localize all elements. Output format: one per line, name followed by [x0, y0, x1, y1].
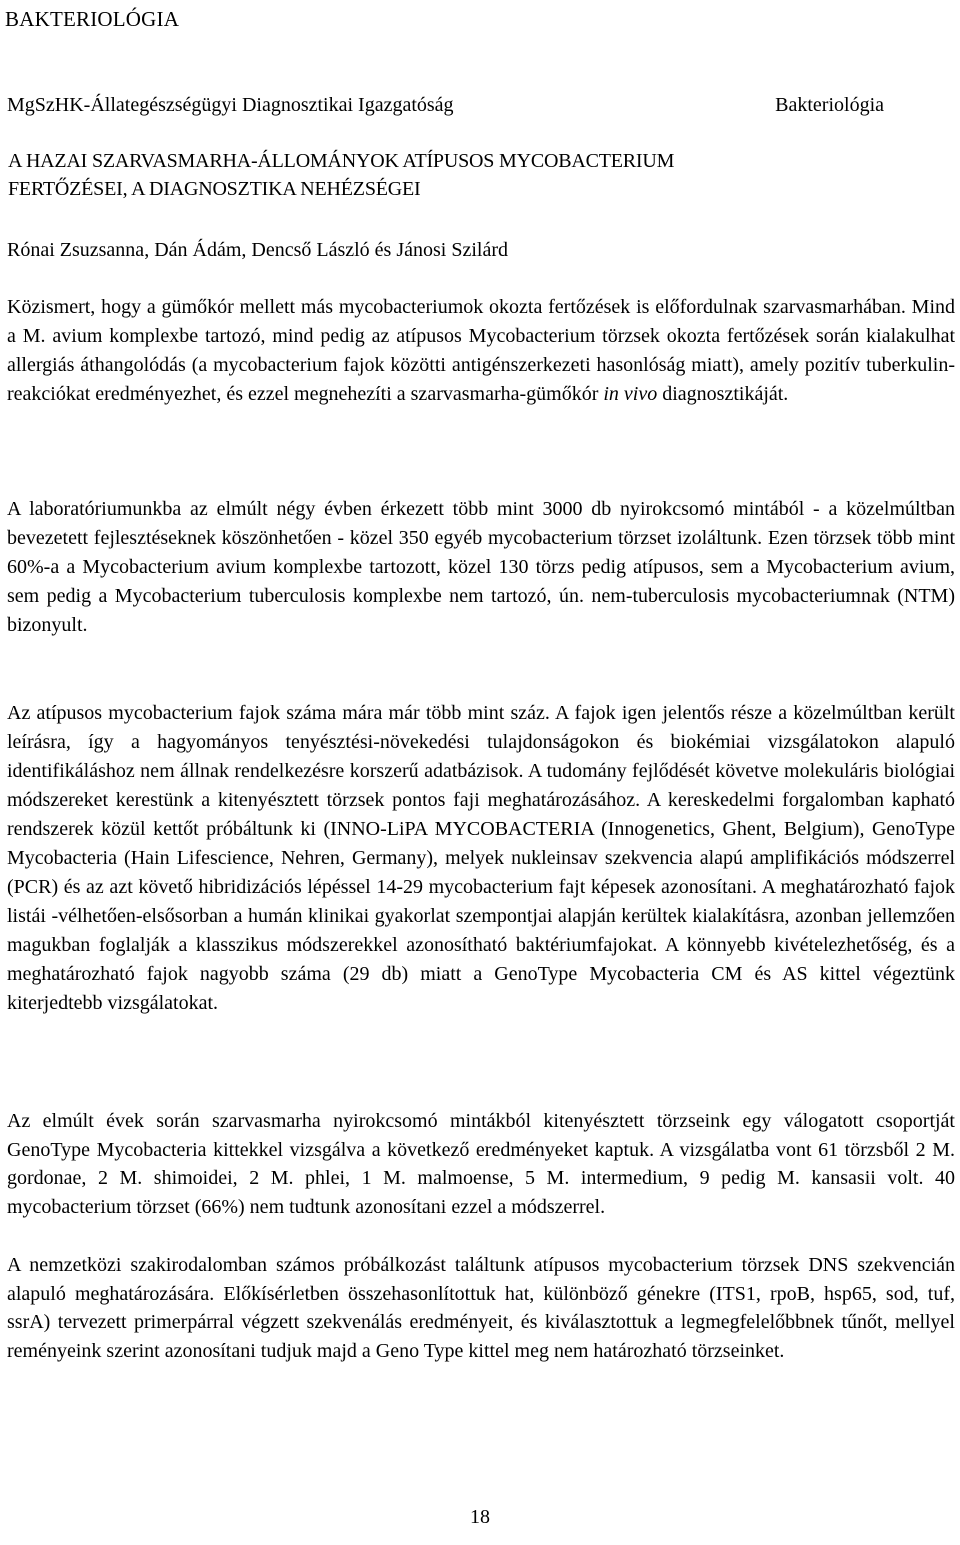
page-number: 18: [470, 1506, 490, 1528]
paragraph-intro-text: Közismert, hogy a gümőkór mellett más mycobacteriumok okozta fertőzések is előfordulnak szarvasmarhában. Mind a M. avium komplexbe tartozó, mind pedig az atípusos Mycobacterium törzsek okozta fertőzések során kialakulhat allergiás áthangolódás (a mycobacterium fajok közötti antigénszerkezeti hasonlóság miatt), amely pozitív tuberkulin-reakciókat eredményezhet, és ezzel megnehezíti a szarvasmarha-gümőkór: [7, 296, 955, 405]
title-line-1: A HAZAI SZARVASMARHA-ÁLLOMÁNYOK ATÍPUSOS MYCOBACTERIUM: [8, 150, 675, 172]
section-heading: BAKTERIOLÓGIA: [5, 7, 180, 31]
running-header: [7, 91, 884, 119]
paragraph-isolation: A laboratóriumunkba az elmúlt négy évben érkezett több mint 3000 db nyirokcsomó mintából - a közelmúltban bevezetett fejlesztéseknek köszönhetően - közel 350 egyéb mycobacterium törzset izoláltunk. Ezen törzsek több mint 60%-a a Mycobacterium avium komplexbe tartozott, közel 130 törzs pedig atípusos, sem a Mycobacterium avium, sem pedig a Mycobacterium tuberculosis komplexbe nem tartozó, ún. nem-tuberculosis mycobacteriumnak (NTM) bizonyult.: [7, 498, 955, 636]
author-list: Rónai Zsuzsanna, Dán Ádám, Dencső László és Jánosi Szilárd: [7, 239, 508, 261]
article-title: [8, 147, 888, 203]
paragraph-methods: Az atípusos mycobacterium fajok száma mára már több mint száz. A fajok igen jelentős része a közelmúltban került leírásra, így a hagyományos tenyésztési-növekedési tulajdonságokon és biokémiai vizsgálatokon alapuló identifikáláshoz nem állnak rendelkezésre korszerű adatbázisok. A tudomány fejlődését követve molekuláris biológiai módszereket kerestünk a kitenyésztett törzsek pontos faji meghatározásához. A kereskedelmi forgalomban kapható rendszerek közül kettőt próbáltunk ki (INNO-LiPA MYCOBACTERIA (Innogenetics, Ghent, Belgium), GenoType Mycobacteria (Hain Lifescience, Nehren, Germany), melyek nukleinsav szekvencia alapú amplifikációs módszerrel (PCR) és az azt követő hibridizációs lépéssel 14-29 mycobacterium fajt képesek azonosítani. A meghatározható fajok listái -vélhetően-elsősorban a humán klinikai gyakorlat szempontjai alapján kerültek kialakításra, azonban jellemzően magukban foglalják a klasszikus módszerekkel azonosítható baktériumfajokat. A könnyebb kivételezhetőség, és a meghatározható fajok nagyobb száma (29 db) miatt a GenoType Mycobacteria CM és AS kittel végeztünk kiterjedtebb vizsgálatokat.: [7, 702, 955, 1014]
paragraph-outlook: A nemzetközi szakirodalomban számos próbálkozást találtunk atípusos mycobacterium törzsek DNS szekvencián alapuló meghatározására. Előkísérletben összehasonlítottuk hat, különböző génekre (ITS1, rpoB, hsp65, sod, tuf, ssrA) tervezett primerpárral végzett szekvenálás eredményeit, és kiválasztottuk a legmegfelelőbbnek tűnőt, mellyel reményeink szerint azonosítani tudjuk majd a Geno Type kittel meg nem határozható törzseinket.: [7, 1254, 955, 1362]
paragraph-intro: [7, 293, 955, 409]
title-line-2: FERTŐZÉSEI, A DIAGNOSZTIKA NEHÉZSÉGEI: [8, 178, 421, 200]
institution-name: MgSzHK-Állategészségügyi Diagnosztikai Igazgatóság: [7, 94, 454, 116]
paragraph-intro-end: diagnosztikáját.: [657, 383, 789, 405]
paragraph-results: Az elmúlt évek során szarvasmarha nyirokcsomó mintákból kitenyésztett törzseink egy válogatott csoportját GenoType Mycobacteria kittekkel vizsgálva a következő eredményeket kaptuk. A vizsgálatba vont 61 törzsből 2 M. gordonae, 2 M. shimoidei, 2 M. phlei, 1 M. malmoense, 5 M. intermedium, 9 pedig M. kansasii volt. 40 mycobacterium törzset (66%) nem tudtunk azonosítani ezzel a módszerrel.: [7, 1110, 955, 1218]
department-name: Bakteriológia: [775, 94, 884, 116]
paragraph-intro-italic: in vivo: [603, 383, 658, 405]
